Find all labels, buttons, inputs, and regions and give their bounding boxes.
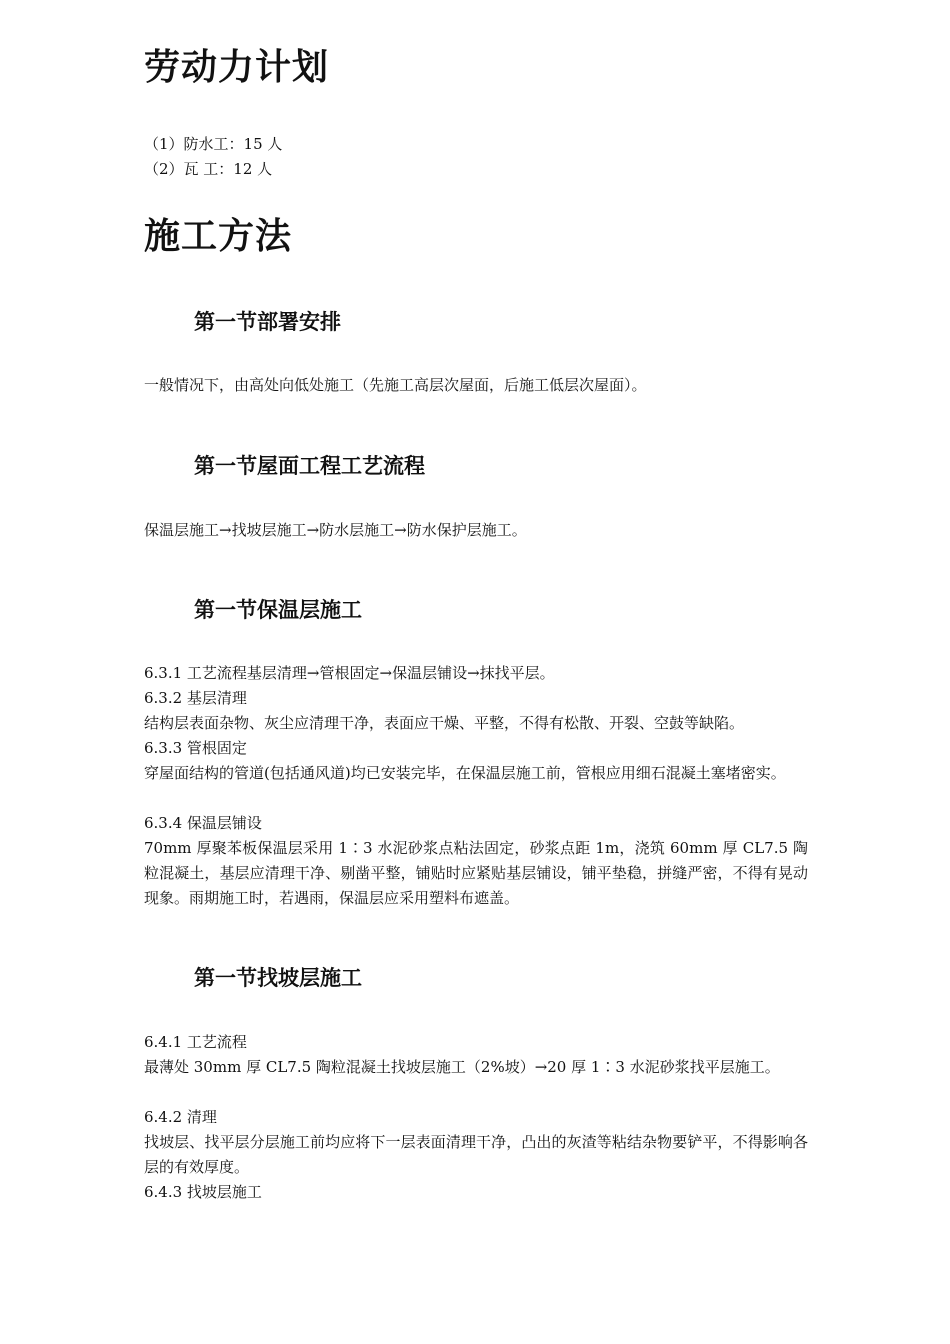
section-heading-roof-process: 第一节屋面工程工艺流程 [194,454,425,478]
clause-6-4-2-text: 找坡层、找平层分层施工前均应将下一层表面清理干净，凸出的灰渣等粘结杂物要铲平，不得影响各层的有效厚度。 [144,1133,808,1176]
section-heading-slope-layer: 第一节找坡层施工 [194,966,362,990]
clause-6-3-1: 6.3.1 工艺流程基层清理→管根固定→保温层铺设→抹找平层。 [144,664,555,682]
clause-6-3-2-heading: 6.3.2 基层清理 [144,689,247,707]
clause-6-3-2-text: 结构层表面杂物、灰尘应清理干净，表面应干燥、平整，不得有松散、开裂、空鼓等缺陷。 [144,714,745,732]
clause-6-4-1-heading: 6.4.1 工艺流程 [144,1033,247,1051]
deployment-text: 一般情况下，由高处向低处施工（先施工高层次屋面，后施工低层次屋面）。 [144,376,647,394]
clause-6-4-1-text: 最薄处 30mm 厚 CL7.5 陶粒混凝土找坡层施工（2%坡）→20 厚 1∶3 水泥砂浆找平层施工。 [144,1058,780,1076]
section-heading-deployment: 第一节部署安排 [194,310,341,334]
labor-item-tiler: （2）瓦 工：12 人 [144,160,273,178]
clause-6-3-4-heading: 6.3.4 保温层铺设 [144,814,262,832]
labor-item-waterproofer: （1）防水工：15 人 [144,135,283,153]
section-heading-insulation: 第一节保温层施工 [194,598,362,622]
roof-process-text: 保温层施工→找坡层施工→防水层施工→防水保护层施工。 [144,521,527,539]
construction-method-title: 施工方法 [144,216,293,257]
clause-6-3-3-heading: 6.3.3 管根固定 [144,739,247,757]
clause-6-3-3-text: 穿屋面结构的管道(包括通风道)均已安装完毕，在保温层施工前，管根应用细石混凝土塞堵密实。 [144,764,786,782]
labor-plan-title: 劳动力计划 [144,47,330,88]
clause-6-3-4-text: 70mm 厚聚苯板保温层采用 1∶3 水泥砂浆点粘法固定，砂浆点距 1m，浇筑 60mm 厚 CL7.5 陶粒混凝土，基层应清理干净、剔凿平整，铺贴时应紧贴基层铺设，铺平垫稳，拼缝严密，不得有晃动现象。雨期施工时，若遇雨，保温层应采用塑料布遮盖。 [144,839,808,907]
clause-6-4-3-heading: 6.4.3 找坡层施工 [144,1183,262,1201]
clause-6-4-2-heading: 6.4.2 清理 [144,1108,217,1126]
